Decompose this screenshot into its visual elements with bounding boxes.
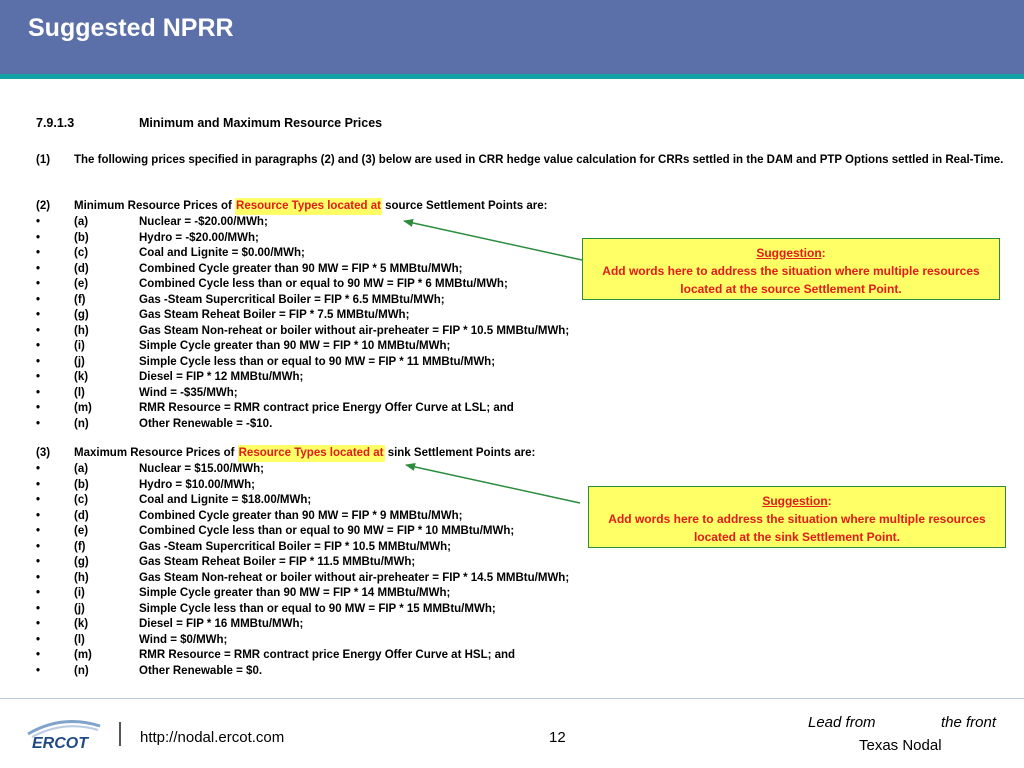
highlighted-text: Resource Types located at [238,445,385,462]
bullet: • [36,293,41,306]
item-letter: (l) [74,633,85,646]
item-text: Gas Steam Non-reheat or boiler without air-preheater = FIP * 14.5 MMBtu/MWh; [139,571,570,584]
bullet: • [36,587,41,599]
item-text: Other Renewable = -$10. [139,417,273,430]
item-text: Coal and Lignite = $0.00/MWh; [139,247,305,259]
bullet: • [36,463,41,475]
item-text: Gas -Steam Supercritical Boiler = FIP * 6.5 MMBtu/MWh; [139,293,445,306]
item-text: Diesel = FIP * 12 MMBtu/MWh; [139,371,304,383]
paragraph-prefix: Minimum Resource Prices of [74,200,236,212]
bullet: • [36,571,41,584]
arrow-to-sink-highlight [406,465,580,503]
item-text: Coal and Lignite = $18.00/MWh; [139,494,312,506]
item-letter: (b) [74,478,89,491]
bullet: • [36,509,41,522]
bullet: • [36,386,41,399]
item-text: Wind = $0/MWh; [139,633,228,646]
item-text: Gas Steam Reheat Boiler = FIP * 7.5 MMBtu/MWh; [139,309,410,321]
item-letter: (m) [74,402,92,414]
ercot-logo [22,712,106,752]
item-text: Gas Steam Reheat Boiler = FIP * 11.5 MMBtu/MWh; [139,556,416,568]
bullet: • [36,525,41,537]
item-letter: (b) [74,231,89,244]
item-text: Simple Cycle less than or equal to 90 MW = FIP * 15 MMBtu/MWh; [139,602,496,615]
item-text: RMR Resource = RMR contract price Energy Offer Curve at LSL; and [139,402,514,414]
bullet: • [36,355,41,368]
item-letter: (j) [74,355,85,368]
item-letter: (j) [74,602,85,615]
bullet: • [36,247,41,259]
item-text: Nuclear = -$20.00/MWh; [139,216,268,228]
bullet: • [36,371,41,383]
item-letter: (e) [74,278,89,290]
item-letter: (c) [74,494,89,506]
paragraph-number: (1) [36,154,51,166]
bullet: • [36,618,41,630]
item-letter: (n) [74,664,89,677]
section-title: Minimum and Maximum Resource Prices [139,116,383,130]
item-letter: (l) [74,386,85,399]
item-letter: (g) [74,309,89,321]
bullet: • [36,231,41,244]
item-letter: (c) [74,247,89,259]
arrow-to-source-highlight [404,221,582,260]
suggestion-label: Suggestion [756,246,822,260]
footer-divider [0,698,1024,699]
suggestion-colon: : [827,494,832,508]
logo-text: ERCOT [32,735,88,752]
item-text: Hydro = -$20.00/MWh; [139,231,259,244]
suggestion-label: Suggestion [762,494,828,508]
paragraph-suffix: source Settlement Points are: [381,200,548,212]
item-text: Combined Cycle less than or equal to 90 MW = FIP * 10 MMBtu/MWh; [139,525,515,537]
item-letter: (d) [74,262,89,275]
item-text: Combined Cycle greater than 90 MW = FIP * 5 MMBtu/MWh; [139,262,463,275]
bullet: • [36,402,41,414]
item-letter: (a) [74,463,89,475]
item-letter: (f) [74,540,86,553]
item-letter: (h) [74,324,89,337]
bullet: • [36,417,41,430]
paragraph-number: (3) [36,447,51,459]
item-letter: (e) [74,525,89,537]
highlighted-text: Resource Types located at [235,198,382,215]
page-number: 12 [549,729,566,746]
bullet: • [36,309,41,321]
bullet: • [36,649,41,661]
suggestion-text: Add words here to address the situation where multiple resources located at the source Settlement Point. [602,264,980,296]
item-letter: (a) [74,216,89,228]
footer-url-link[interactable]: http://nodal.ercot.com [140,729,285,746]
section-number: 7.9.1.3 [36,116,75,130]
suggestion-colon: : [821,246,826,260]
item-letter: (m) [74,649,92,661]
item-text: Hydro = $10.00/MWh; [139,478,255,491]
item-text: Simple Cycle less than or equal to 90 MW = FIP * 11 MMBtu/MWh; [139,355,496,368]
item-letter: (i) [74,340,85,352]
item-letter: (h) [74,571,89,584]
item-letter: (d) [74,509,89,522]
suggestion-text: Add words here to address the situation where multiple resources located at the sink Settlement Point. [608,512,986,544]
bullet: • [36,324,41,337]
bullet: • [36,262,41,275]
bullet: • [36,216,41,228]
tagline-right: the front [941,714,997,731]
item-letter: (g) [74,556,89,568]
item-text: Diesel = FIP * 16 MMBtu/MWh; [139,618,304,630]
bullet: • [36,278,41,290]
item-letter: (f) [74,293,86,306]
footer-separator [119,722,121,746]
item-letter: (i) [74,587,85,599]
bullet: • [36,494,41,506]
item-text: RMR Resource = RMR contract price Energy Offer Curve at HSL; and [139,649,516,661]
item-text: Combined Cycle less than or equal to 90 MW = FIP * 6 MMBtu/MWh; [139,278,508,290]
bullet: • [36,340,41,352]
tagline-bottom: Texas Nodal [859,737,942,754]
bullet: • [36,664,41,677]
item-text: Wind = -$35/MWh; [139,386,238,399]
item-text: Simple Cycle greater than 90 MW = FIP * 14 MMBtu/MWh; [139,587,451,599]
item-text: Gas -Steam Supercritical Boiler = FIP * 10.5 MMBtu/MWh; [139,540,451,553]
bullet: • [36,478,41,491]
item-letter: (k) [74,618,89,630]
item-letter: (k) [74,371,89,383]
paragraph-number: (2) [36,200,51,212]
bullet: • [36,540,41,553]
item-letter: (n) [74,417,89,430]
item-text: Combined Cycle greater than 90 MW = FIP * 9 MMBtu/MWh; [139,509,463,522]
bullet: • [36,633,41,646]
item-text: Nuclear = $15.00/MWh; [139,463,264,475]
item-text: Simple Cycle greater than 90 MW = FIP * 10 MMBtu/MWh; [139,340,451,352]
bullet: • [36,602,41,615]
item-text: Gas Steam Non-reheat or boiler without air-preheater = FIP * 10.5 MMBtu/MWh; [139,324,570,337]
bullet: • [36,556,41,568]
item-text: Other Renewable = $0. [139,664,263,677]
tagline-left: Lead from [808,714,876,731]
paragraph-suffix: sink Settlement Points are: [384,447,536,459]
paragraph-text: The following prices specified in paragraphs (2) and (3) below are used in CRR hedge value calculation for CRRs settled in the DAM and PTP Options settled in Real-Time. [74,154,1004,166]
paragraph-prefix: Maximum Resource Prices of [74,447,238,459]
slide-title: Suggested NPRR [28,14,234,42]
